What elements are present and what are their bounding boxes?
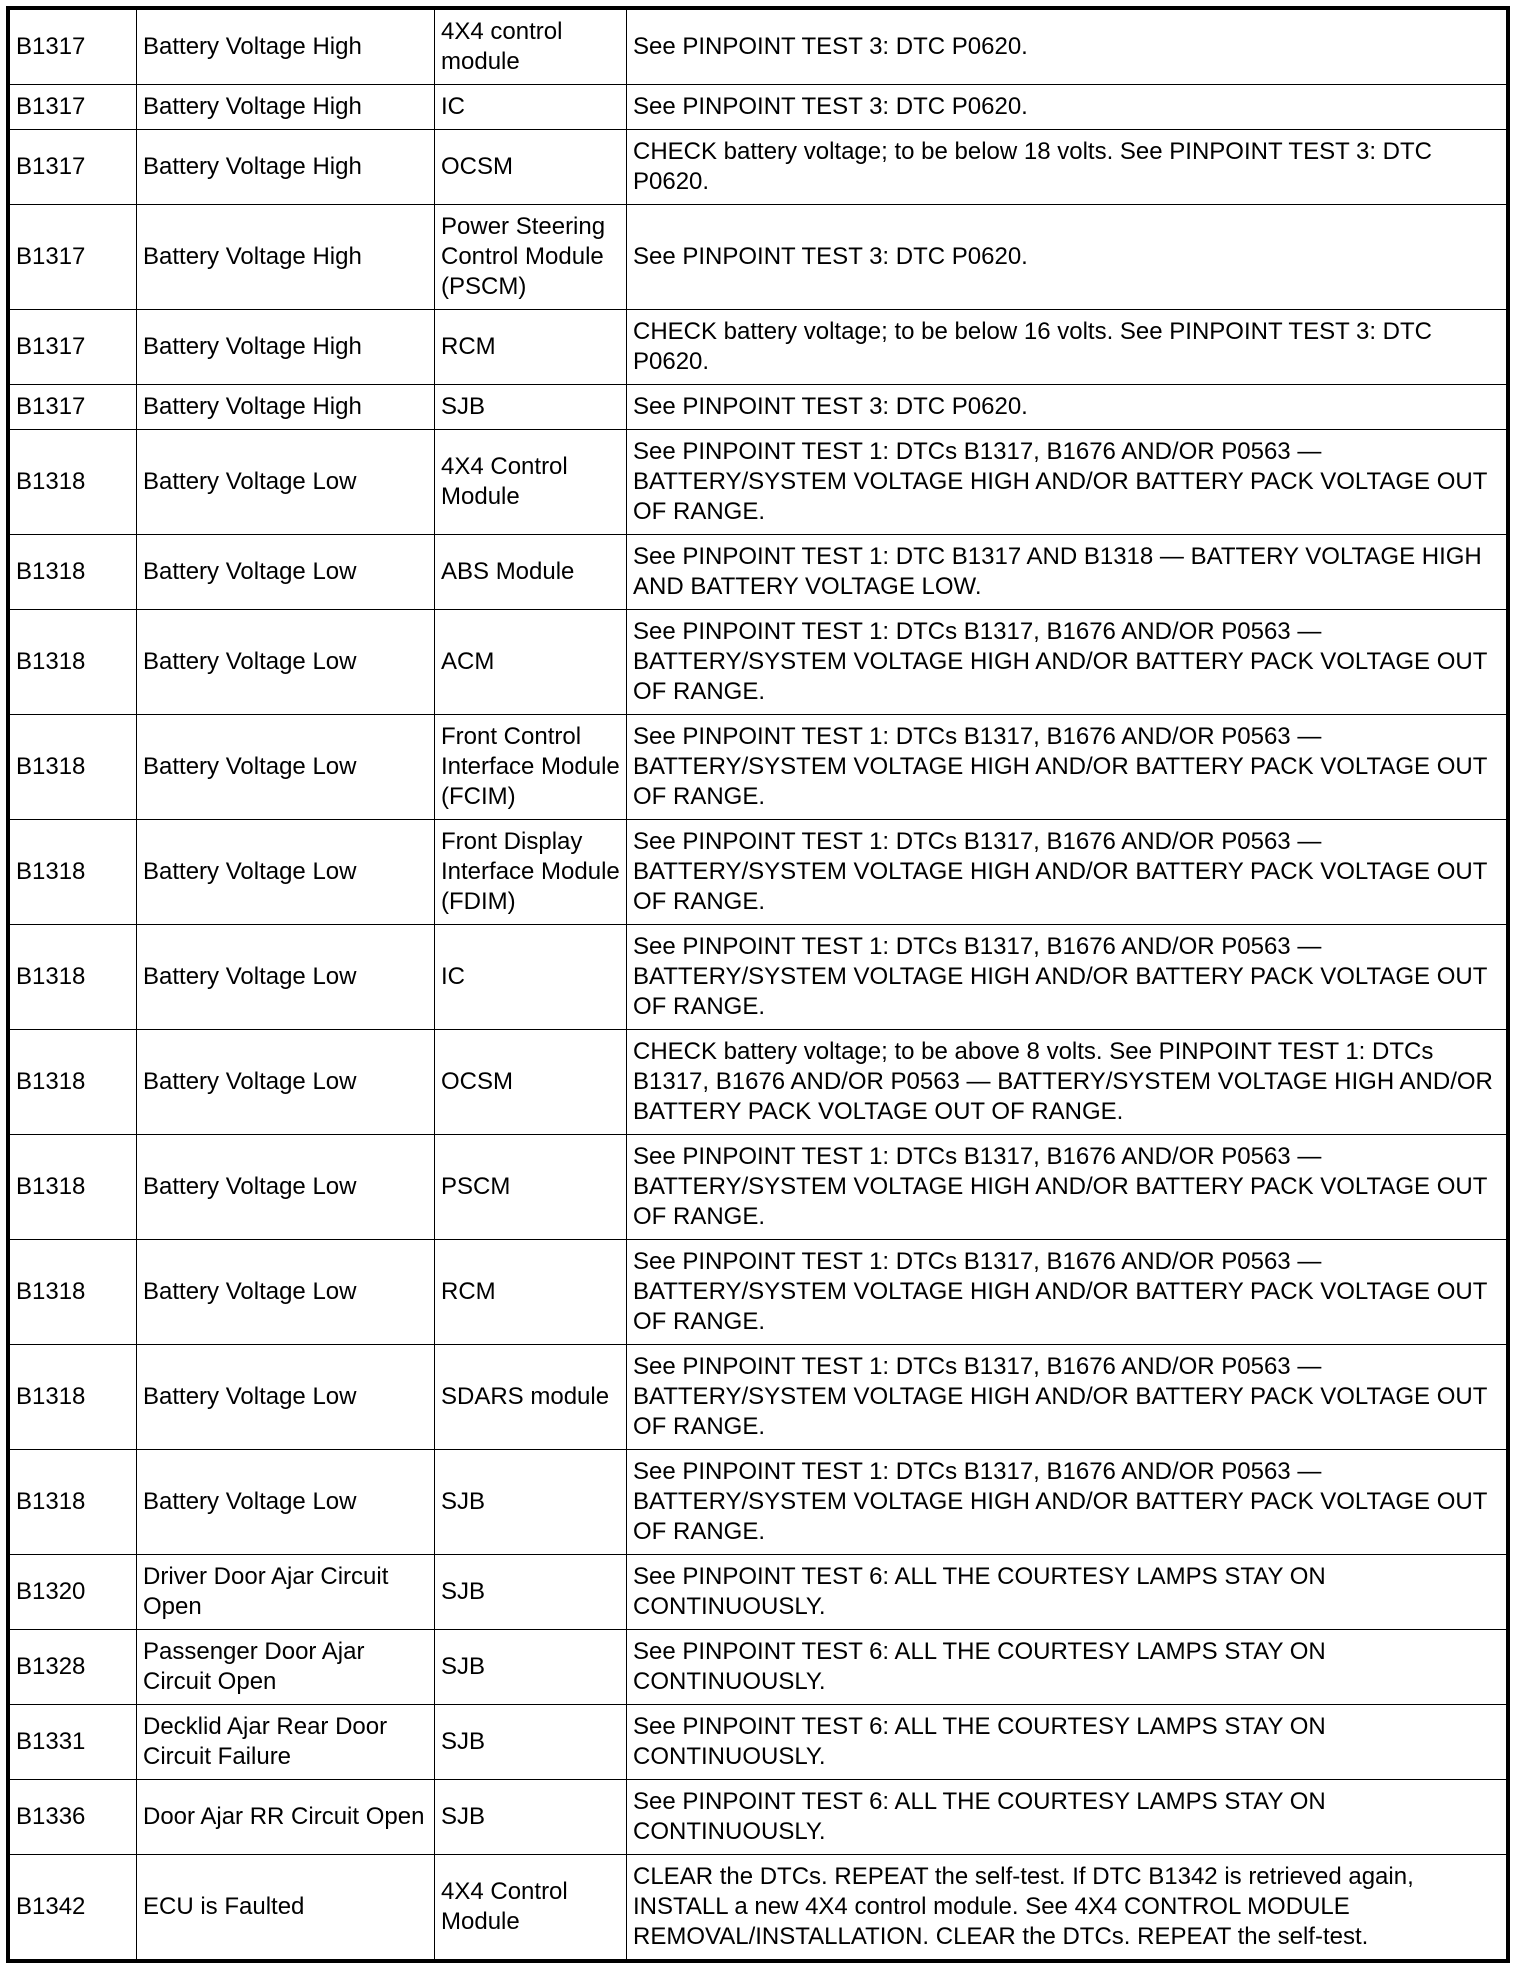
module-cell: Front Control Interface Module (FCIM) [435,715,627,820]
dtc-description-cell: Battery Voltage Low [137,715,435,820]
dtc-description-cell: Battery Voltage High [137,85,435,130]
table-row [10,1630,1507,1705]
module-cell: SJB [435,385,627,430]
dtc-description-cell: Battery Voltage Low [137,1450,435,1555]
table-row [10,10,1507,85]
action-cell: See PINPOINT TEST 1: DTC B1317 AND B1318 — BATTERY VOLTAGE HIGH AND BATTERY VOLTAGE LOW. [627,535,1507,610]
table-row [10,1345,1507,1450]
action-cell: See PINPOINT TEST 6: ALL THE COURTESY LAMPS STAY ON CONTINUOUSLY. [627,1705,1507,1780]
dtc-code-cell: B1318 [10,715,137,820]
action-cell: CHECK battery voltage; to be below 16 volts. See PINPOINT TEST 3: DTC P0620. [627,310,1507,385]
action-cell: See PINPOINT TEST 1: DTCs B1317, B1676 AND/OR P0563 — BATTERY/SYSTEM VOLTAGE HIGH AND/OR BATTERY PACK VOLTAGE OUT OF RANGE. [627,820,1507,925]
module-cell: SDARS module [435,1345,627,1450]
module-cell: ACM [435,610,627,715]
dtc-code-cell: B1318 [10,925,137,1030]
module-cell: 4X4 control module [435,10,627,85]
dtc-description-cell: Battery Voltage Low [137,925,435,1030]
dtc-code-cell: B1318 [10,1450,137,1555]
action-cell: See PINPOINT TEST 1: DTCs B1317, B1676 AND/OR P0563 — BATTERY/SYSTEM VOLTAGE HIGH AND/OR BATTERY PACK VOLTAGE OUT OF RANGE. [627,610,1507,715]
action-cell: See PINPOINT TEST 1: DTCs B1317, B1676 AND/OR P0563 — BATTERY/SYSTEM VOLTAGE HIGH AND/OR BATTERY PACK VOLTAGE OUT OF RANGE. [627,430,1507,535]
action-cell: See PINPOINT TEST 3: DTC P0620. [627,205,1507,310]
dtc-description-cell: Battery Voltage High [137,205,435,310]
dtc-code-cell: B1320 [10,1555,137,1630]
dtc-description-cell: Passenger Door Ajar Circuit Open [137,1630,435,1705]
table-row [10,1780,1507,1855]
action-cell: See PINPOINT TEST 6: ALL THE COURTESY LAMPS STAY ON CONTINUOUSLY. [627,1780,1507,1855]
dtc-description-cell: Battery Voltage Low [137,820,435,925]
dtc-code-cell: B1331 [10,1705,137,1780]
action-cell: CLEAR the DTCs. REPEAT the self-test. If DTC B1342 is retrieved again, INSTALL a new 4X4 control module. See 4X4 CONTROL MODULE REMOVAL/INSTALLATION. CLEAR the DTCs. REPEAT the self-test. [627,1855,1507,1960]
dtc-code-cell: B1317 [10,310,137,385]
dtc-table-container [6,6,1510,1963]
action-cell: See PINPOINT TEST 1: DTCs B1317, B1676 AND/OR P0563 — BATTERY/SYSTEM VOLTAGE HIGH AND/OR BATTERY PACK VOLTAGE OUT OF RANGE. [627,715,1507,820]
module-cell: 4X4 Control Module [435,1855,627,1960]
module-cell: IC [435,925,627,1030]
dtc-description-cell: Battery Voltage High [137,385,435,430]
module-cell: PSCM [435,1135,627,1240]
table-row [10,310,1507,385]
table-row [10,1240,1507,1345]
table-row [10,385,1507,430]
module-cell: SJB [435,1450,627,1555]
table-row [10,535,1507,610]
action-cell: See PINPOINT TEST 6: ALL THE COURTESY LAMPS STAY ON CONTINUOUSLY. [627,1630,1507,1705]
action-cell: See PINPOINT TEST 1: DTCs B1317, B1676 AND/OR P0563 — BATTERY/SYSTEM VOLTAGE HIGH AND/OR BATTERY PACK VOLTAGE OUT OF RANGE. [627,925,1507,1030]
dtc-code-cell: B1318 [10,1240,137,1345]
dtc-table-body [10,10,1507,1960]
table-row [10,1555,1507,1630]
module-cell: SJB [435,1630,627,1705]
dtc-description-cell: Battery Voltage Low [137,430,435,535]
action-cell: See PINPOINT TEST 1: DTCs B1317, B1676 AND/OR P0563 — BATTERY/SYSTEM VOLTAGE HIGH AND/OR BATTERY PACK VOLTAGE OUT OF RANGE. [627,1450,1507,1555]
module-cell: 4X4 Control Module [435,430,627,535]
module-cell: ABS Module [435,535,627,610]
module-cell: Front Display Interface Module (FDIM) [435,820,627,925]
dtc-code-cell: B1342 [10,1855,137,1960]
table-row [10,925,1507,1030]
table-row [10,1450,1507,1555]
action-cell: See PINPOINT TEST 3: DTC P0620. [627,385,1507,430]
dtc-code-cell: B1317 [10,85,137,130]
module-cell: OCSM [435,1030,627,1135]
module-cell: RCM [435,1240,627,1345]
table-row [10,1855,1507,1960]
action-cell: CHECK battery voltage; to be above 8 volts. See PINPOINT TEST 1: DTCs B1317, B1676 AND/OR P0563 — BATTERY/SYSTEM VOLTAGE HIGH AND/OR BATTERY PACK VOLTAGE OUT OF RANGE. [627,1030,1507,1135]
dtc-description-cell: Battery Voltage High [137,130,435,205]
module-cell: SJB [435,1780,627,1855]
module-cell: Power Steering Control Module (PSCM) [435,205,627,310]
table-row [10,610,1507,715]
action-cell: See PINPOINT TEST 3: DTC P0620. [627,10,1507,85]
table-row [10,85,1507,130]
module-cell: OCSM [435,130,627,205]
action-cell: See PINPOINT TEST 6: ALL THE COURTESY LAMPS STAY ON CONTINUOUSLY. [627,1555,1507,1630]
dtc-code-cell: B1318 [10,1345,137,1450]
dtc-description-cell: Driver Door Ajar Circuit Open [137,1555,435,1630]
dtc-description-cell: Battery Voltage High [137,310,435,385]
dtc-code-cell: B1317 [10,130,137,205]
dtc-description-cell: Battery Voltage Low [137,610,435,715]
dtc-table [9,9,1507,1960]
action-cell: See PINPOINT TEST 1: DTCs B1317, B1676 AND/OR P0563 — BATTERY/SYSTEM VOLTAGE HIGH AND/OR BATTERY PACK VOLTAGE OUT OF RANGE. [627,1135,1507,1240]
dtc-description-cell: Battery Voltage Low [137,1345,435,1450]
table-row [10,715,1507,820]
table-row [10,820,1507,925]
dtc-code-cell: B1317 [10,10,137,85]
dtc-description-cell: Battery Voltage Low [137,1135,435,1240]
dtc-code-cell: B1317 [10,205,137,310]
table-row [10,1705,1507,1780]
dtc-code-cell: B1318 [10,430,137,535]
action-cell: See PINPOINT TEST 1: DTCs B1317, B1676 AND/OR P0563 — BATTERY/SYSTEM VOLTAGE HIGH AND/OR BATTERY PACK VOLTAGE OUT OF RANGE. [627,1345,1507,1450]
dtc-code-cell: B1318 [10,1030,137,1135]
dtc-description-cell: Battery Voltage Low [137,535,435,610]
module-cell: RCM [435,310,627,385]
dtc-description-cell: Decklid Ajar Rear Door Circuit Failure [137,1705,435,1780]
dtc-description-cell: Battery Voltage Low [137,1030,435,1135]
dtc-code-cell: B1318 [10,610,137,715]
table-row [10,1030,1507,1135]
dtc-code-cell: B1336 [10,1780,137,1855]
table-row [10,430,1507,535]
table-row [10,205,1507,310]
module-cell: IC [435,85,627,130]
dtc-code-cell: B1317 [10,385,137,430]
dtc-description-cell: Battery Voltage High [137,10,435,85]
dtc-code-cell: B1318 [10,535,137,610]
dtc-description-cell: ECU is Faulted [137,1855,435,1960]
table-row [10,130,1507,205]
dtc-description-cell: Door Ajar RR Circuit Open [137,1780,435,1855]
action-cell: See PINPOINT TEST 3: DTC P0620. [627,85,1507,130]
dtc-description-cell: Battery Voltage Low [137,1240,435,1345]
dtc-code-cell: B1318 [10,820,137,925]
module-cell: SJB [435,1705,627,1780]
dtc-code-cell: B1328 [10,1630,137,1705]
dtc-code-cell: B1318 [10,1135,137,1240]
action-cell: CHECK battery voltage; to be below 18 volts. See PINPOINT TEST 3: DTC P0620. [627,130,1507,205]
table-row [10,1135,1507,1240]
module-cell: SJB [435,1555,627,1630]
action-cell: See PINPOINT TEST 1: DTCs B1317, B1676 AND/OR P0563 — BATTERY/SYSTEM VOLTAGE HIGH AND/OR BATTERY PACK VOLTAGE OUT OF RANGE. [627,1240,1507,1345]
